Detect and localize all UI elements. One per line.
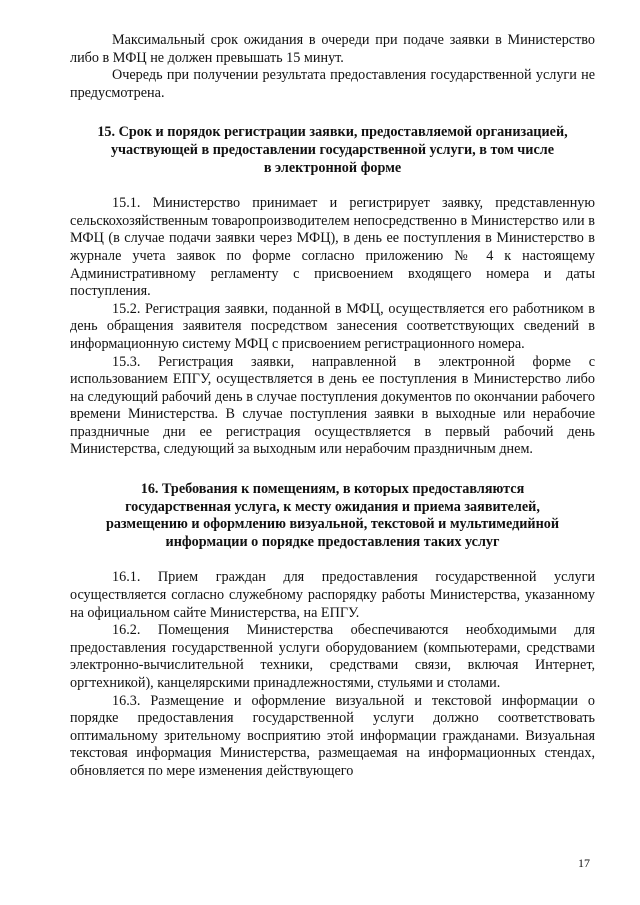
document-page	[70, 32, 595, 781]
paragraph-15-1: 15.1. Министерство принимает и регистрирует заявку, представленную сельскохозяйственным товаропроизводителем непосредственно в Министерство или в МФЦ (в случае подачи заявки через МФЦ), в день ее поступления в Министерство в журнале учета заявок по форме согласно приложению № 4 к настоящему Административному регламенту с присвоением входящего номера и даты поступления.	[70, 195, 595, 300]
section-15-heading: 15. Срок и порядок регистрации заявки, предоставляемой организацией, участвующей в предоставлении государственной услуги, в том числе в электронной форме	[97, 124, 568, 176]
section-16-heading: 16. Требования к помещениям, в которых предоставляются государственная услуга, к месту ожидания и приема заявителей, размещению и оформлению визуальной, текстовой и мультимедийной информации о порядке предоставления таких услуг	[105, 481, 560, 550]
paragraph-16-3: 16.3. Размещение и оформление визуальной и текстовой информации о порядке предоставления государственной услуги должно соответствовать оптимальному зрительному восприятию этой информации гражданами. Визуальная текстовая информация Министерства, размещаемая на информационных стендах, обновляется по мере изменения действующего	[70, 692, 595, 779]
paragraph-15-3: 15.3. Регистрация заявки, направленной в электронной форме с использованием ЕПГУ, осуществляется в день ее поступления в Министерство либо на следующий рабочий день в случае поступления документов по окончании рабочего времени Министерства. В случае поступления заявки в выходные или нерабочие праздничные дни ее регистрация осуществляется в первый рабочий день Министерства, следующий за выходным или нерабочим праздничным днем.	[70, 353, 595, 458]
page-number: 17	[578, 856, 590, 870]
paragraph-16-1: 16.1. Прием граждан для предоставления государственной услуги осуществляется согласно служебному распорядку работы Министерства, указанному на официальном сайте Министерства, на ЕПГУ.	[70, 569, 595, 621]
paragraph-16-2: 16.2. Помещения Министерства обеспечиваются необходимыми для предоставления государственной услуги оборудованием (компьютерами, средствами электронно-вычислительной техники, средствами связи, включая Интернет, оргтехникой), канцелярскими принадлежностями, стульями и столами.	[70, 622, 595, 691]
paragraph-15-2: 15.2. Регистрация заявки, поданной в МФЦ, осуществляется его работником в день обращения заявителя посредством занесения соответствующих сведений в информационную систему МФЦ с присвоением регистрационного номера.	[70, 300, 595, 352]
intro-paragraph-2: Очередь при получении результата предоставления государственной услуги не предусмотрена.	[70, 67, 595, 101]
intro-paragraph-1: Максимальный срок ожидания в очереди при подаче заявки в Министерство либо в МФЦ не должен превышать 15 минут.	[70, 32, 595, 66]
